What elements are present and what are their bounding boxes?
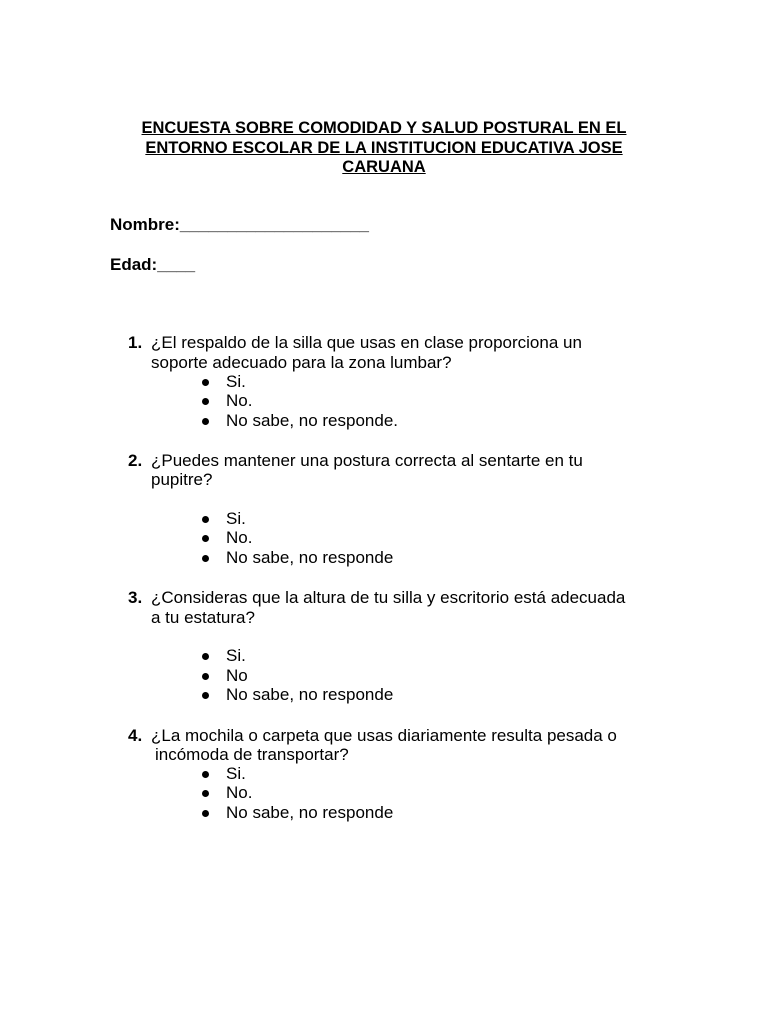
name-blank[interactable]: ____________________	[179, 215, 369, 234]
name-label: Nombre:	[110, 215, 180, 234]
option-item[interactable]: Si.	[226, 372, 246, 391]
name-field[interactable]	[110, 215, 369, 235]
option-item[interactable]: No sabe, no responde	[226, 685, 394, 704]
question-text-line: incómoda de transportar?	[155, 745, 349, 764]
title-line-1: ENCUESTA SOBRE COMODIDAD Y SALUD POSTURAL EN EL	[141, 119, 627, 137]
option-item[interactable]: Si.	[226, 646, 246, 665]
bullet-icon	[202, 653, 209, 660]
question-number: 2.	[128, 451, 143, 470]
bullet-icon	[202, 692, 209, 699]
age-blank[interactable]: ____	[157, 255, 196, 274]
option-item[interactable]: No.	[226, 391, 253, 410]
bullet-icon	[202, 771, 209, 778]
bullet-icon	[202, 418, 209, 425]
age-field[interactable]	[110, 255, 195, 275]
question-number: 3.	[128, 588, 143, 607]
question-text-line: soporte adecuado para la zona lumbar?	[151, 353, 452, 372]
title-line-3: CARUANA	[342, 158, 426, 176]
option-item[interactable]: No sabe, no responde	[226, 803, 394, 822]
bullet-icon	[202, 516, 209, 523]
bullet-icon	[202, 535, 209, 542]
option-item[interactable]: No.	[226, 783, 253, 802]
option-item[interactable]: No.	[226, 528, 253, 547]
bullet-icon	[202, 379, 209, 386]
bullet-icon	[202, 398, 209, 405]
question-text-line: a tu estatura?	[151, 608, 255, 627]
question-text-line: pupitre?	[151, 470, 213, 489]
option-item[interactable]: No	[226, 666, 248, 685]
bullet-icon	[202, 790, 209, 797]
question-text-line: ¿Puedes mantener una postura correcta al sentarte en tu	[151, 451, 583, 470]
age-label: Edad:	[110, 255, 158, 274]
title-line-2: ENTORNO ESCOLAR DE LA INSTITUCION EDUCATIVA JOSE	[145, 138, 623, 157]
question-number: 1.	[128, 333, 143, 352]
bullet-icon	[202, 810, 209, 817]
document-title	[100, 119, 668, 178]
option-item[interactable]: No sabe, no responde	[226, 548, 394, 567]
question-number: 4.	[128, 726, 143, 745]
option-item[interactable]: No sabe, no responde.	[226, 411, 399, 430]
question-text-line: ¿Consideras que la altura de tu silla y escritorio está adecuada	[151, 588, 626, 607]
bullet-icon	[202, 673, 209, 680]
bullet-icon	[202, 555, 209, 562]
question-text-line: ¿La mochila o carpeta que usas diariamente resulta pesada o	[151, 726, 617, 745]
option-item[interactable]: Si.	[226, 764, 246, 783]
question-text-line: ¿El respaldo de la silla que usas en clase proporciona un	[151, 333, 582, 352]
option-item[interactable]: Si.	[226, 509, 246, 528]
